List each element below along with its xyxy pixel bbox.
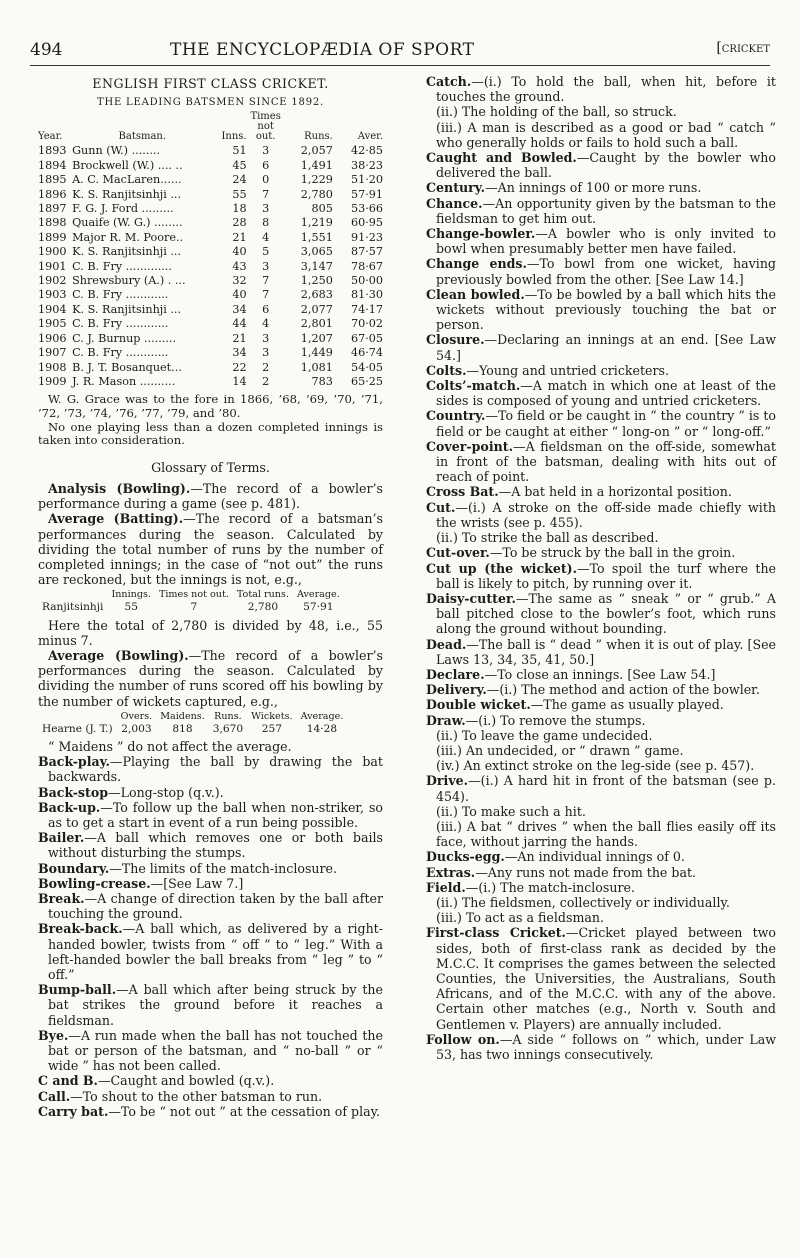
cell-runs: 3,065 bbox=[300, 245, 333, 259]
glossary-term: Break. bbox=[38, 890, 85, 906]
cell-runs: 2,077 bbox=[300, 302, 333, 316]
glossary-term: Back-stop bbox=[38, 784, 109, 800]
table-row bbox=[38, 188, 383, 202]
cell-aver: 51·20 bbox=[350, 173, 383, 187]
cell-batsman: K. S. Ranjitsinhji ... bbox=[72, 187, 182, 201]
col-runs: Runs. bbox=[304, 131, 333, 143]
glossary-entry bbox=[38, 861, 383, 876]
cell-not-out: 3 bbox=[262, 331, 270, 345]
glossary-entry bbox=[426, 408, 776, 438]
cell-year: 1907 bbox=[38, 346, 67, 360]
glossary-term: Century. bbox=[426, 180, 486, 196]
glossary-term: Bailer. bbox=[38, 830, 85, 846]
cell-batsman: J. R. Mason .......... bbox=[72, 374, 176, 388]
cell-runs: 2,801 bbox=[300, 317, 333, 331]
glossary-entry bbox=[38, 921, 383, 982]
glossary-term: Cut-over. bbox=[426, 545, 490, 561]
glossary-entry bbox=[426, 682, 776, 697]
cell-aver: 42·85 bbox=[350, 144, 383, 158]
glossary-definition: —To be struck by the ball in the groin. bbox=[489, 545, 736, 561]
example-bowling-row: Hearne (J. T.) 2,003 818 3,670 257 14·28 bbox=[42, 722, 338, 735]
glossary-term: Dead. bbox=[426, 636, 467, 652]
cell-not-out: 6 bbox=[262, 302, 270, 316]
glossary-term: Bump-ball. bbox=[38, 982, 117, 998]
entry-average-batting: Average (Batting).—The record of a batsman’s performances during the season. Calculated by dividing the total number of runs by the number of completed innings; in the case of “not out” the runs are reckoned, but the innings is not, e.g., bbox=[38, 511, 383, 588]
col-aver: Aver. bbox=[357, 131, 383, 143]
entry-analysis: Analysis (Bowling).—The record of a bowler’s performance during a game (see p. 481). bbox=[38, 480, 383, 512]
table-row bbox=[38, 303, 383, 317]
glossary-entry bbox=[38, 1073, 383, 1088]
glossary-entry bbox=[426, 439, 776, 485]
glossary-entry bbox=[38, 1089, 383, 1104]
glossary-subdefinition: (ii.) To strike the ball as described. bbox=[436, 530, 659, 546]
cell-batsman: K. S. Ranjitsinhji ... bbox=[72, 245, 182, 259]
cell-inns: 21 bbox=[232, 230, 247, 244]
cell-inns: 51 bbox=[232, 144, 247, 158]
glossary-entry bbox=[426, 484, 776, 499]
cell-aver: 87·57 bbox=[350, 245, 383, 259]
glossary-term: Declare. bbox=[426, 666, 485, 682]
glossary-definition: —A ball which removes one or both bails without disturbing the stumps. bbox=[48, 830, 383, 861]
glossary-definition: —Young and untried cricketers. bbox=[466, 362, 669, 378]
table-row bbox=[38, 361, 383, 375]
table-row bbox=[38, 332, 383, 346]
cell-not-out: 3 bbox=[262, 346, 270, 360]
table-row bbox=[38, 159, 383, 173]
example-batting-header: Innings. Times not out. Total runs. Average. bbox=[111, 589, 340, 601]
glossary-term: Call. bbox=[38, 1088, 71, 1104]
cell-inns: 24 bbox=[232, 173, 247, 187]
glossary-term: Extras. bbox=[426, 864, 476, 880]
glossary-term: Daisy-cutter. bbox=[426, 590, 516, 606]
glossary-subdefinition: (iii.) An undecided, or “ drawn ” game. bbox=[436, 742, 684, 758]
glossary-definition: —A ball which after being struck by the bat strikes the ground before it reaches a fieldsman. bbox=[48, 982, 383, 1028]
col-year: Year. bbox=[38, 131, 63, 143]
glossary-definition: —To close an innings. [See Law 54.] bbox=[484, 666, 716, 682]
cell-batsman: Shrewsbury (A.) . ... bbox=[72, 274, 186, 288]
cell-year: 1902 bbox=[38, 274, 67, 288]
glossary-entry bbox=[38, 982, 383, 1028]
glossary-entry bbox=[426, 500, 776, 530]
glossary-definition: —To field or be caught in “ the country ” is to field or be caught at either “ long-on ” or “ long-off.” bbox=[436, 408, 776, 439]
cell-aver: 65·25 bbox=[350, 374, 383, 388]
glossary-term: Catch. bbox=[426, 74, 472, 89]
glossary-definition: —(i.) To hold the ball, when hit, before it touches the ground. bbox=[436, 74, 776, 105]
glossary-term: Chance. bbox=[426, 195, 483, 211]
left-column bbox=[38, 74, 383, 1119]
glossary-entry bbox=[426, 196, 776, 226]
col-not-out: Times not out. bbox=[250, 111, 281, 143]
table-row bbox=[38, 288, 383, 302]
glossary-definition: —Cricket played between two sides, both of first-class rank as decided by the M.C.C. It comprises the games between the selected Counties, the Universities, the Australians, South Africans, and of the M.C.C. with any of the above. Certain other matches (e.g., North v. South and Gentlemen v. Players) are annually included. bbox=[436, 925, 776, 1032]
glossary-entry bbox=[426, 865, 776, 880]
right-column bbox=[426, 74, 776, 1062]
cell-aver: 57·91 bbox=[350, 187, 383, 201]
cell-inns: 34 bbox=[232, 302, 247, 316]
cell-not-out: 2 bbox=[262, 374, 270, 388]
grace-note: W. G. Grace was to the fore in 1866, ’68, ’69, ’70, ’71, ’72, ’73, ’74, ’76, ’77, ’79, and ’80. bbox=[38, 392, 383, 420]
table-header-row bbox=[38, 112, 383, 144]
cell-batsman: Quaife (W. G.) ........ bbox=[72, 216, 183, 230]
glossary-term: Double wicket. bbox=[426, 697, 531, 713]
cell-runs: 1,551 bbox=[300, 230, 333, 244]
cell-inns: 18 bbox=[232, 202, 247, 216]
glossary-definition: —Any runs not made from the bat. bbox=[475, 864, 697, 880]
cell-not-out: 8 bbox=[262, 216, 270, 230]
glossary-term: Clean bowled. bbox=[426, 286, 525, 302]
cell-inns: 40 bbox=[232, 288, 247, 302]
glossary-term: First-class Cricket. bbox=[426, 925, 566, 941]
cell-not-out: 3 bbox=[262, 202, 270, 216]
glossary-entry bbox=[426, 880, 776, 895]
glossary-term: Colts’-match. bbox=[426, 378, 521, 394]
glossary-term: Change-bowler. bbox=[426, 226, 536, 242]
cell-year: 1896 bbox=[38, 187, 67, 201]
glossary-term: Bye. bbox=[38, 1027, 69, 1043]
glossary-entry bbox=[38, 800, 383, 830]
glossary-definition: —A run made when the ball has not touched the bat or person of the batsman, and “ no-ball ” or “ wide ” has not been called. bbox=[48, 1027, 383, 1074]
cell-batsman: C. B. Fry ............ bbox=[72, 288, 169, 302]
cell-batsman: F. G. J. Ford ......... bbox=[72, 202, 174, 216]
cell-runs: 3,147 bbox=[300, 259, 333, 273]
glossary-entry bbox=[426, 1032, 776, 1062]
example-batting-table bbox=[38, 590, 344, 615]
glossary-term: Bowling-crease. bbox=[38, 875, 151, 891]
glossary-entry bbox=[38, 1104, 383, 1119]
cell-runs: 2,780 bbox=[300, 187, 333, 201]
glossary-definition: —To be bowled by a ball which hits the wickets without previously touching the bat or person. bbox=[436, 286, 776, 333]
glossary-definition: —A bat held in a horizontal position. bbox=[498, 484, 732, 500]
glossary-term: Caught and Bowled. bbox=[426, 150, 577, 166]
glossary-term: Back-play. bbox=[38, 754, 110, 770]
cell-runs: 1,491 bbox=[300, 158, 333, 172]
cell-year: 1900 bbox=[38, 245, 67, 259]
glossary-subdefinition: (iii.) A man is described as a good or bad “ catch ” who generally holds or fails to hold such a ball. bbox=[436, 119, 776, 150]
cell-inns: 14 bbox=[232, 374, 247, 388]
cell-runs: 1,219 bbox=[300, 216, 333, 230]
cell-batsman: Major R. M. Poore.. bbox=[72, 230, 184, 244]
glossary-definition: —An innings of 100 or more runs. bbox=[485, 180, 702, 196]
glossary-entry bbox=[426, 287, 776, 333]
glossary-entry bbox=[426, 713, 776, 728]
glossary-definition: —A change of direction taken by the ball after touching the ground. bbox=[48, 890, 383, 922]
cell-year: 1897 bbox=[38, 202, 67, 216]
cell-runs: 805 bbox=[311, 202, 333, 216]
cell-batsman: B. J. T. Bosanquet... bbox=[72, 360, 182, 374]
glossary-definition: —A fieldsman on the off-side, somewhat in front of the batsman, dealing with hits out of reach of point. bbox=[436, 438, 776, 485]
table-row bbox=[38, 375, 383, 389]
glossary-term: Drive. bbox=[426, 773, 469, 789]
example-bowling-header: Overs. Maidens. Runs. Wickets. Average. bbox=[120, 710, 344, 722]
glossary-entry bbox=[426, 180, 776, 195]
table-row bbox=[38, 173, 383, 187]
cell-not-out: 2 bbox=[262, 360, 270, 374]
glossary-definition: —A bowler who is only invited to bowl when presumably better men have failed. bbox=[436, 226, 776, 257]
section-tag: [cricket bbox=[716, 40, 770, 56]
cell-batsman: C. B. Fry ............ bbox=[72, 346, 169, 360]
glossary-entry bbox=[426, 363, 776, 378]
cell-aver: 46·74 bbox=[350, 346, 383, 360]
cell-aver: 67·05 bbox=[350, 331, 383, 345]
glossary-definition: —To bowl from one wicket, having previously bowled from the other. [See Law 14.] bbox=[436, 256, 776, 287]
cell-aver: 38·23 bbox=[350, 158, 383, 172]
glossary-entry bbox=[426, 773, 776, 803]
glossary-entry bbox=[426, 545, 776, 560]
cell-year: 1899 bbox=[38, 230, 67, 244]
glossary-entry bbox=[426, 667, 776, 682]
glossary-entry bbox=[426, 561, 776, 591]
cell-inns: 32 bbox=[232, 274, 247, 288]
glossary-entry bbox=[426, 256, 776, 286]
glossary-definition: —A ball which, as delivered by a right-handed bowler, twists from “ off ” to “ leg.” With a left-handed bowler the ball breaks from “ leg ” to “ off.” bbox=[48, 921, 383, 982]
glossary-subdefinition: (ii.) To leave the game undecided. bbox=[436, 727, 653, 743]
cell-aver: 70·02 bbox=[350, 317, 383, 331]
glossary-subdefinition: (ii.) The fieldsmen, collectively or individually. bbox=[436, 894, 730, 910]
cell-not-out: 4 bbox=[262, 230, 270, 244]
glossary-term: Cross Bat. bbox=[426, 484, 499, 500]
col-inns: Inns. bbox=[221, 131, 247, 143]
cell-not-out: 7 bbox=[262, 288, 270, 302]
glossary-definition: —To spoil the turf where the ball is likely to pitch, by running over it. bbox=[436, 560, 777, 591]
right-glossary-entries bbox=[426, 74, 776, 1062]
glossary-term: Change ends. bbox=[426, 256, 527, 272]
cell-not-out: 7 bbox=[262, 274, 270, 288]
glossary-definition: —Caught by the bowler who delivered the ball. bbox=[436, 150, 776, 181]
cell-inns: 43 bbox=[232, 259, 247, 273]
glossary-subdefinition: (iii.) To act as a fieldsman. bbox=[436, 910, 605, 926]
glossary-entry bbox=[426, 332, 776, 362]
page-number: 494 bbox=[30, 40, 63, 60]
glossary-subdefinition: (iv.) An extinct stroke on the leg-side (see p. 457). bbox=[436, 758, 755, 774]
cell-not-out: 6 bbox=[262, 158, 270, 172]
glossary-definition: —Playing the ball by drawing the bat backwards. bbox=[48, 754, 383, 785]
cell-year: 1893 bbox=[38, 144, 67, 158]
glossary-definition: —Long-stop (q.v.). bbox=[108, 784, 224, 800]
cell-aver: 54·05 bbox=[350, 360, 383, 374]
glossary-entry bbox=[38, 785, 383, 800]
cell-not-out: 0 bbox=[262, 173, 270, 187]
table-title: ENGLISH FIRST CLASS CRICKET. bbox=[92, 76, 329, 91]
cell-year: 1895 bbox=[38, 173, 67, 187]
glossary-entry bbox=[426, 378, 776, 408]
glossary-definition: —A side “ follows on ” which, under Law 53, has two innings consecutively. bbox=[436, 1031, 776, 1062]
glossary-term: Cut up (the wicket). bbox=[426, 560, 578, 576]
cell-aver: 60·95 bbox=[350, 216, 383, 230]
cell-aver: 53·66 bbox=[350, 202, 383, 216]
cell-inns: 55 bbox=[232, 187, 247, 201]
table-row bbox=[38, 231, 383, 245]
table-notes bbox=[38, 393, 383, 447]
glossary-title: Glossary of Terms. bbox=[151, 459, 270, 475]
cell-year: 1904 bbox=[38, 302, 67, 316]
cell-year: 1905 bbox=[38, 317, 67, 331]
cell-inns: 45 bbox=[232, 158, 247, 172]
glossary-entry bbox=[426, 637, 776, 667]
glossary-definition: —(i.) The method and action of the bowler. bbox=[486, 682, 760, 698]
cell-not-out: 7 bbox=[262, 187, 270, 201]
batsmen-table bbox=[38, 112, 383, 389]
glossary-term: Back-up. bbox=[38, 799, 101, 815]
table-subtitle: THE LEADING BATSMEN SINCE 1892. bbox=[96, 97, 325, 109]
cell-batsman: C. J. Burnup ......... bbox=[72, 331, 177, 345]
glossary-entry bbox=[426, 591, 776, 637]
cell-batsman: C. B. Fry ............ bbox=[72, 317, 169, 331]
qualification-note: No one playing less than a dozen completed innings is taken into consideration. bbox=[38, 419, 383, 448]
cell-year: 1906 bbox=[38, 331, 67, 345]
example-bowling-table bbox=[38, 712, 347, 737]
glossary-definition: —To shout to the other batsman to run. bbox=[70, 1088, 323, 1104]
page-header bbox=[30, 40, 770, 64]
cell-batsman: Gunn (W.) ........ bbox=[72, 144, 161, 158]
table-row bbox=[38, 245, 383, 259]
glossary-term: Draw. bbox=[426, 712, 466, 728]
table-body bbox=[38, 144, 383, 389]
cell-batsman: C. B. Fry ............. bbox=[72, 259, 172, 273]
glossary-definition: —To be “ not out ” at the cessation of play. bbox=[108, 1103, 381, 1119]
glossary-entry bbox=[38, 1028, 383, 1074]
glossary-term: Follow on. bbox=[426, 1031, 500, 1047]
cell-runs: 2,683 bbox=[300, 288, 333, 302]
col-batsman: Batsman. bbox=[118, 131, 167, 143]
cell-batsman: A. C. MacLaren...... bbox=[72, 173, 182, 187]
cell-inns: 44 bbox=[232, 317, 247, 331]
glossary-term: Cover-point. bbox=[426, 438, 513, 454]
glossary-subdefinition: (ii.) To make such a hit. bbox=[436, 803, 586, 819]
glossary-definition: —(i.) The match-inclosure. bbox=[465, 879, 635, 895]
cell-aver: 81·30 bbox=[350, 288, 383, 302]
glossary-subdefinition: (ii.) The holding of the ball, so struck. bbox=[436, 104, 677, 120]
glossary-entry bbox=[38, 754, 383, 784]
glossary-entry bbox=[426, 697, 776, 712]
glossary-entry bbox=[38, 876, 383, 891]
cell-inns: 21 bbox=[232, 331, 247, 345]
cell-year: 1908 bbox=[38, 360, 67, 374]
cell-batsman: Brockwell (W.) .... .. bbox=[72, 158, 183, 172]
glossary-entry bbox=[426, 925, 776, 1031]
cell-not-out: 3 bbox=[262, 144, 270, 158]
table-row bbox=[38, 260, 383, 274]
glossary-definition: —Declaring an innings at an end. [See Law 54.] bbox=[436, 332, 776, 363]
glossary-term: Field. bbox=[426, 879, 466, 895]
glossary-definition: —The ball is “ dead ” when it is out of play. [See Laws 13, 34, 35, 41, 50.] bbox=[436, 636, 776, 667]
glossary-definition: —The limits of the match-inclosure. bbox=[109, 860, 337, 876]
glossary-entry bbox=[426, 849, 776, 864]
glossary-term: Closure. bbox=[426, 332, 485, 348]
glossary-definition: —The same as “ sneak ” or “ grub.” A ball pitched close to the bowler’s foot, which runs along the ground without bounding. bbox=[436, 590, 776, 637]
table-row bbox=[38, 216, 383, 230]
maidens-note: “ Maidens ” do not affect the average. bbox=[48, 738, 292, 754]
entry-average-bowling: Average (Bowling).—The record of a bowler’s performances during the season. Calculated by dividing the number of runs scored off his bowling by the number of wickets captured, e.g., bbox=[38, 647, 383, 709]
cell-not-out: 4 bbox=[262, 317, 270, 331]
cell-not-out: 5 bbox=[262, 245, 270, 259]
glossary-definition: —(i.) To remove the stumps. bbox=[465, 712, 646, 728]
glossary-definition: —An individual innings of 0. bbox=[504, 849, 685, 865]
example-bowling bbox=[38, 712, 383, 737]
cell-inns: 40 bbox=[232, 245, 247, 259]
table-row bbox=[38, 317, 383, 331]
cell-not-out: 3 bbox=[262, 259, 270, 273]
glossary-entry bbox=[38, 891, 383, 921]
running-title: THE ENCYCLOPÆDIA OF SPORT bbox=[170, 40, 475, 60]
glossary-entry bbox=[426, 226, 776, 256]
glossary-term: Carry bat. bbox=[38, 1103, 109, 1119]
glossary-definition: —A match in which one at least of the sides is composed of young and untried cricketers. bbox=[436, 378, 776, 409]
glossary-definition: —[See Law 7.] bbox=[150, 875, 244, 891]
glossary-term: Delivery. bbox=[426, 682, 487, 698]
cell-runs: 1,449 bbox=[300, 346, 333, 360]
glossary-term: Break-back. bbox=[38, 921, 123, 937]
cell-inns: 28 bbox=[232, 216, 247, 230]
glossary-definition: —(i.) A hard hit in front of the batsman (see p. 454). bbox=[436, 773, 776, 804]
glossary-definition: —To follow up the ball when non-striker, so as to get a start in event of a run being possible. bbox=[48, 799, 383, 830]
glossary-term: C and B. bbox=[38, 1073, 98, 1089]
cell-batsman: K. S. Ranjitsinhji ... bbox=[72, 302, 182, 316]
example-batting-explanation: Here the total of 2,780 is divided by 48, i.e., 55 minus 7. bbox=[38, 617, 383, 648]
cell-year: 1894 bbox=[38, 158, 67, 172]
cell-year: 1909 bbox=[38, 374, 67, 388]
glossary-term: Country. bbox=[426, 408, 486, 424]
cell-runs: 1,250 bbox=[300, 274, 333, 288]
table-row bbox=[38, 144, 383, 158]
glossary-term: Colts. bbox=[426, 362, 467, 378]
cell-year: 1903 bbox=[38, 288, 67, 302]
cell-aver: 91·23 bbox=[350, 230, 383, 244]
cell-runs: 2,057 bbox=[300, 144, 333, 158]
glossary-entry bbox=[426, 74, 776, 104]
glossary-definition: —(i.) A stroke on the off-side made chiefly with the wrists (see p. 455). bbox=[436, 499, 776, 530]
glossary-term: Boundary. bbox=[38, 860, 110, 876]
left-glossary-entries bbox=[38, 754, 383, 1119]
cell-year: 1901 bbox=[38, 259, 67, 273]
table-row bbox=[38, 346, 383, 360]
cell-aver: 74·17 bbox=[350, 302, 383, 316]
cell-runs: 1,081 bbox=[300, 360, 333, 374]
cell-inns: 34 bbox=[232, 346, 247, 360]
glossary-term: Cut. bbox=[426, 499, 456, 515]
cell-aver: 78·67 bbox=[350, 259, 383, 273]
cell-runs: 783 bbox=[311, 374, 333, 388]
table-row bbox=[38, 274, 383, 288]
glossary-definition: —Caught and bowled (q.v.). bbox=[97, 1073, 275, 1089]
example-batting-row: Ranjitsinhji 55 7 2,780 57·91 bbox=[42, 601, 334, 614]
cell-aver: 50·00 bbox=[350, 274, 383, 288]
cell-year: 1898 bbox=[38, 216, 67, 230]
example-batting bbox=[38, 590, 383, 615]
cell-inns: 22 bbox=[232, 360, 247, 374]
header-rule bbox=[30, 65, 770, 66]
glossary-definition: —The game as usually played. bbox=[530, 697, 724, 713]
glossary-definition: —An opportunity given by the batsman to the fieldsman to get him out. bbox=[436, 195, 776, 226]
table-row bbox=[38, 202, 383, 216]
cell-runs: 1,229 bbox=[300, 173, 333, 187]
cell-runs: 1,207 bbox=[300, 331, 333, 345]
glossary-entry bbox=[426, 150, 776, 180]
glossary-term: Ducks-egg. bbox=[426, 849, 505, 865]
glossary-entry bbox=[38, 830, 383, 860]
glossary-subdefinition: (iii.) A bat “ drives ” when the ball flies easily off its face, without jarring the hands. bbox=[436, 818, 776, 850]
